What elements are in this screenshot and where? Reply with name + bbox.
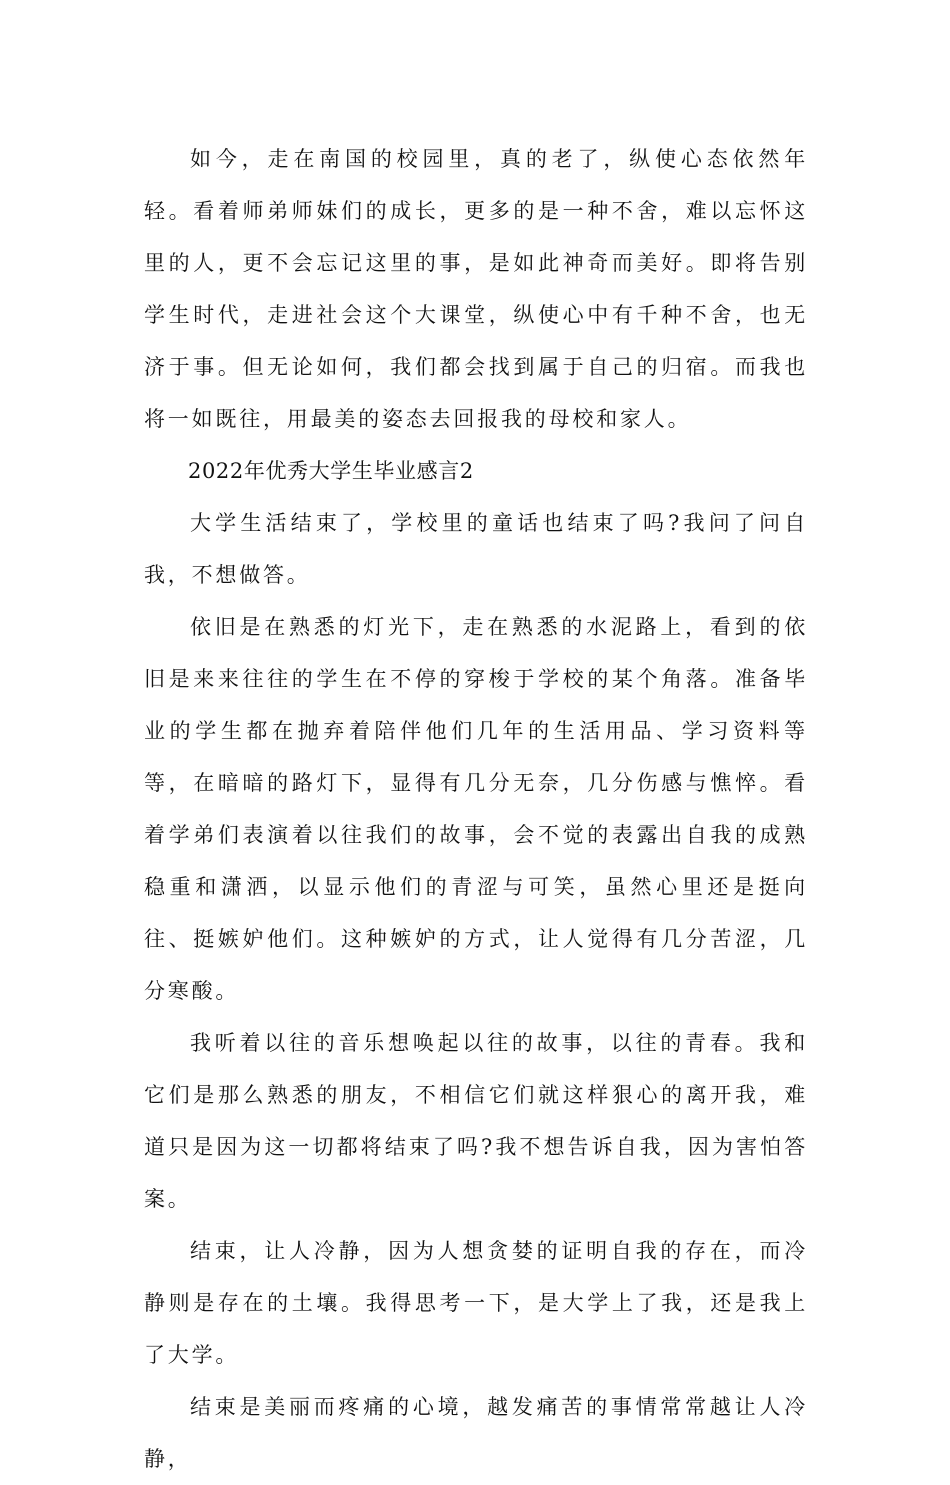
document-body <box>144 133 808 1485</box>
paragraph-beautiful-pain: 结束是美丽而疼痛的心境，越发痛苦的事情常常越让人冷静， <box>144 1395 808 1471</box>
paragraph-campus-farewell: 如今，走在南国的校园里，真的老了，纵使心态依然年轻。看着师弟师妹们的成长，更多的是一种不舍，难以忘怀这里的人，更不会忘记这里的事，是如此神奇而美好。即将告别学生时代，走进社会这个大课堂，纵使心中有千种不舍，也无济于事。但无论如何，我们都会找到属于自己的归宿。而我也将一如既往，用最美的姿态去回报我的母校和家人。 <box>144 147 808 431</box>
paragraph-ending-calm: 结束，让人冷静，因为人想贪婪的证明自我的存在，而冷静则是存在的土壤。我得思考一下，是大学上了我，还是我上了大学。 <box>144 1239 808 1367</box>
paragraph-familiar-lights: 依旧是在熟悉的灯光下，走在熟悉的水泥路上，看到的依旧是来来往往的学生在不停的穿梭于学校的某个角落。准备毕业的学生都在抛弃着陪伴他们几年的生活用品、学习资料等等，在暗暗的路灯下，显得有几分无奈，几分伤感与憔悴。看着学弟们表演着以往我们的故事，会不觉的表露出自我的成熟稳重和潇洒，以显示他们的青涩与可笑，虽然心里还是挺向往、挺嫉妒他们。这种嫉妒的方式，让人觉得有几分苦涩，几分寒酸。 <box>144 615 808 1003</box>
paragraph-old-music: 我听着以往的音乐想唤起以往的故事，以往的青春。我和它们是那么熟悉的朋友，不相信它们就这样狠心的离开我，难道只是因为这一切都将结束了吗?我不想告诉自我，因为害怕答案。 <box>144 1031 808 1211</box>
paragraph-college-life-ended: 大学生活结束了，学校里的童话也结束了吗?我问了问自我，不想做答。 <box>144 511 808 587</box>
section-heading: 2022年优秀大学生毕业感言2 <box>188 459 474 483</box>
